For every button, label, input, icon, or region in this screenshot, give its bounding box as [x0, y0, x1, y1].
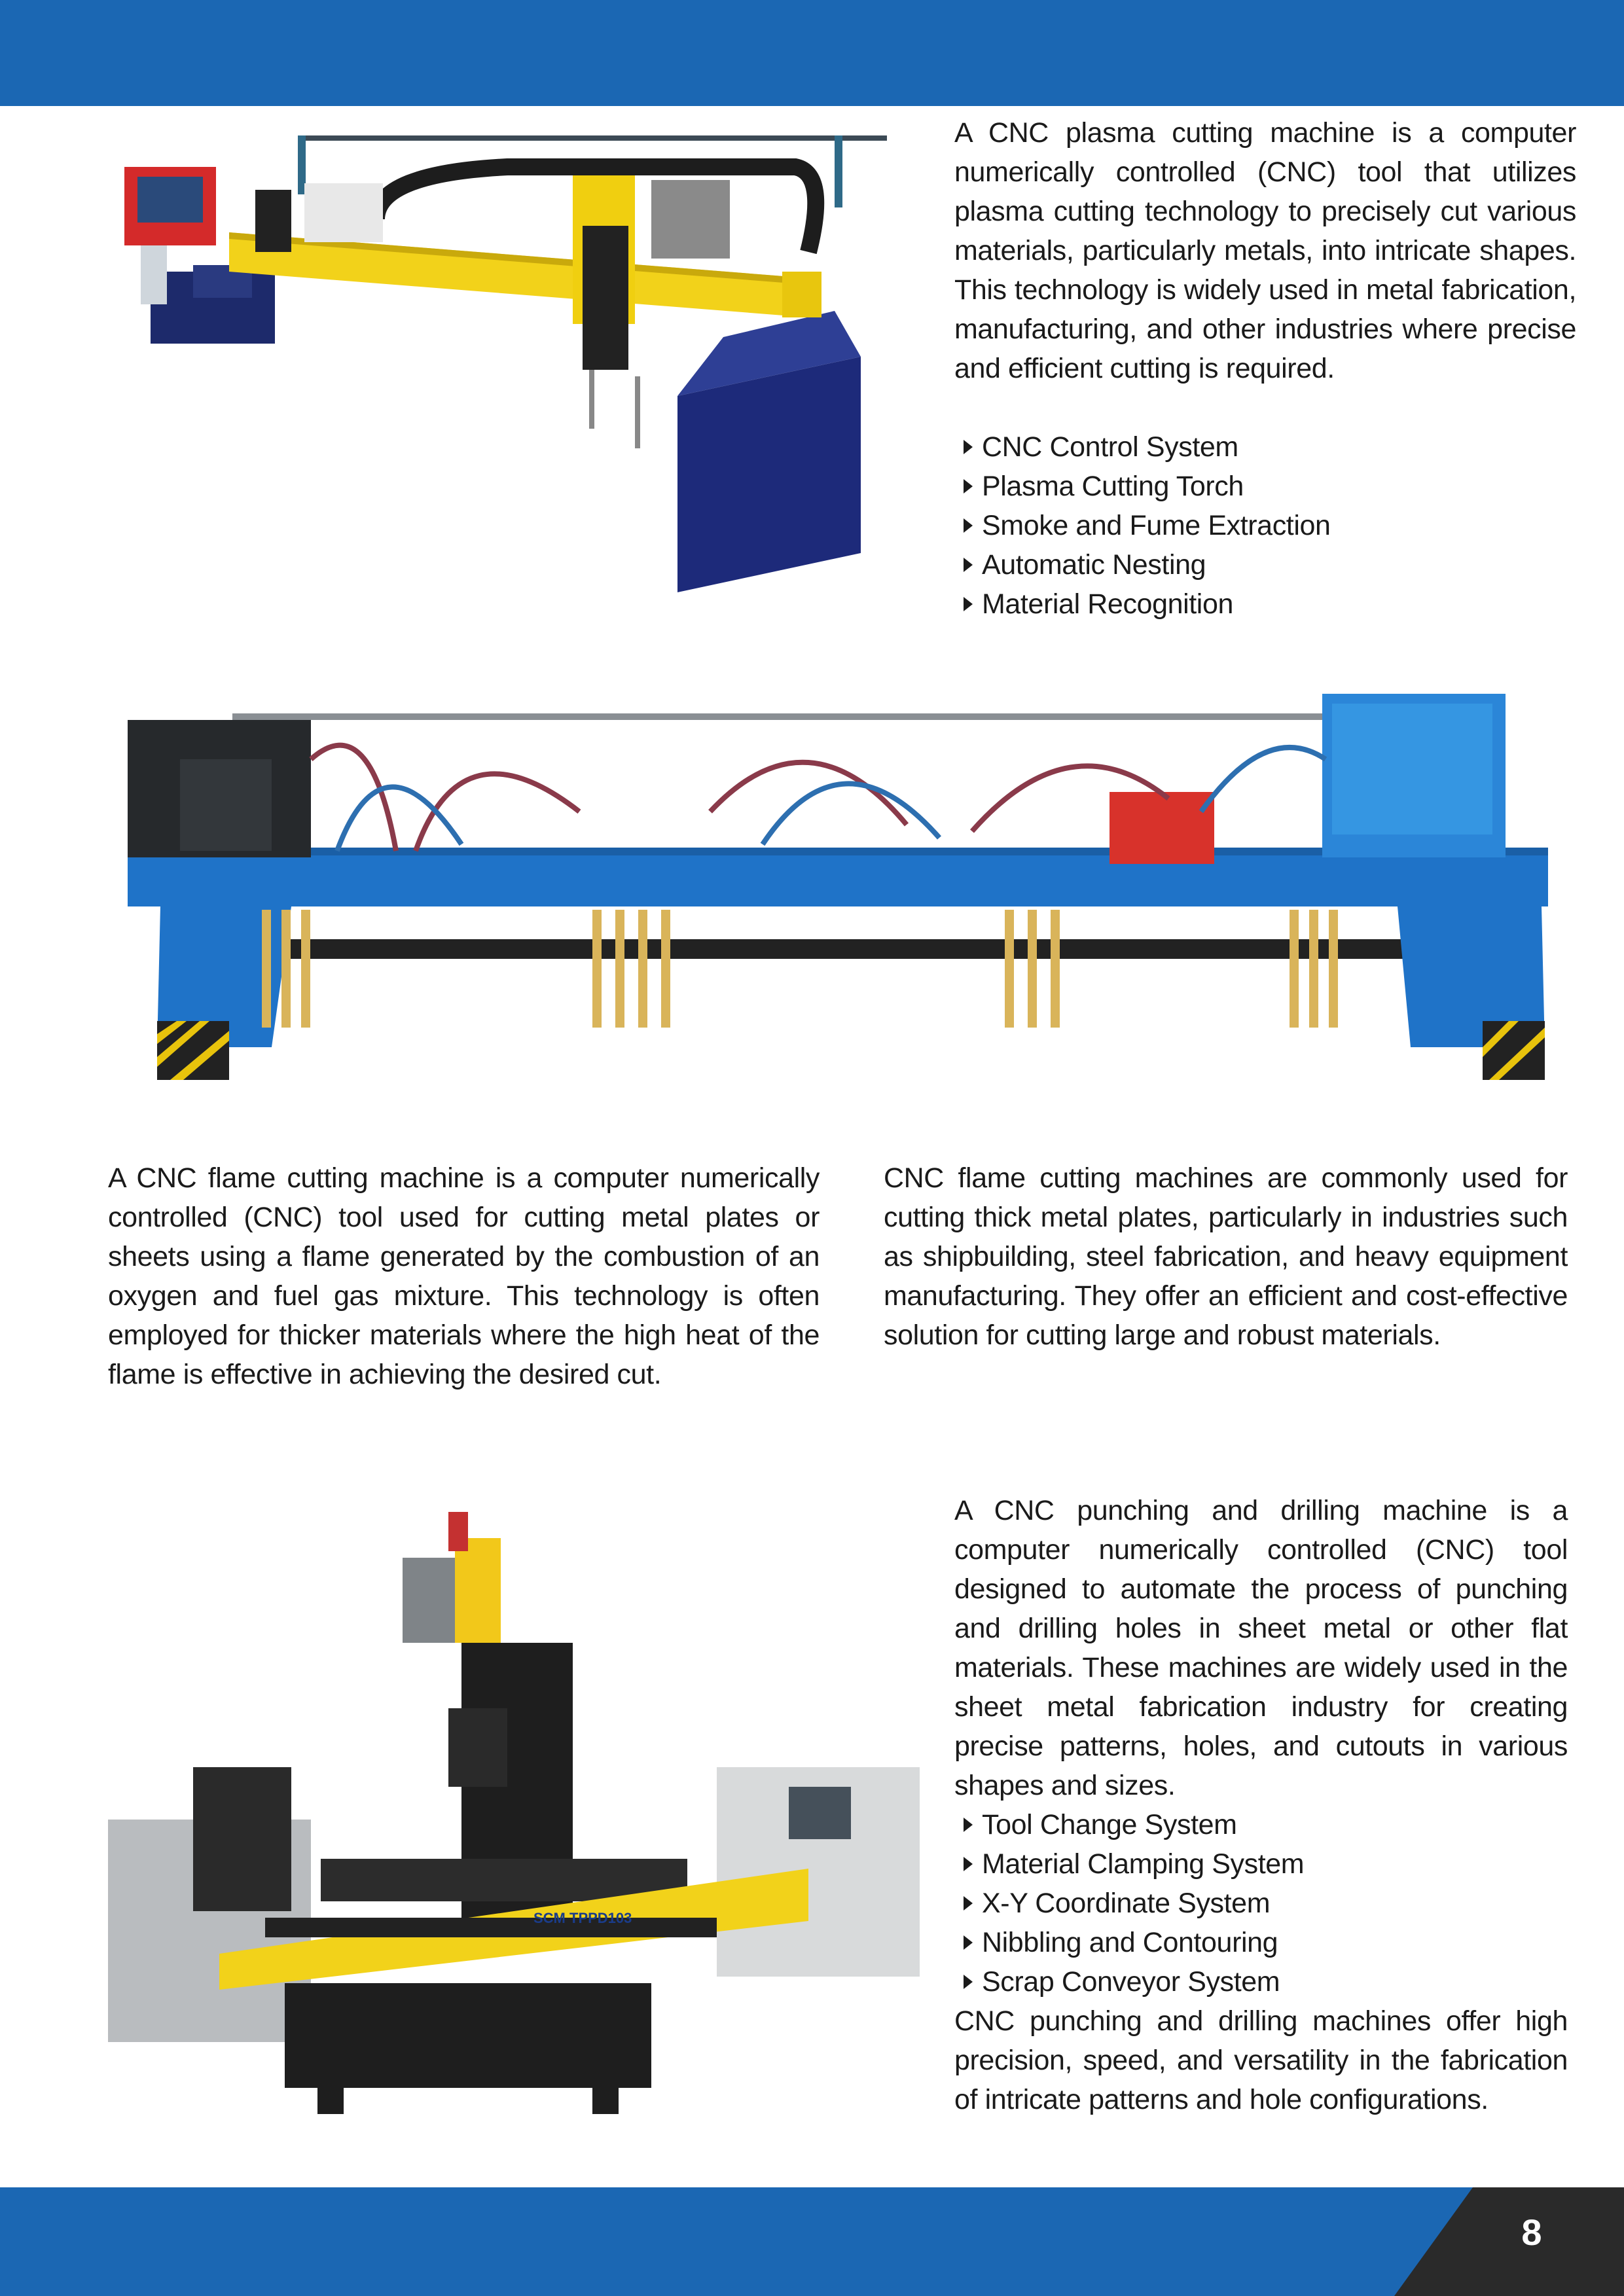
plasma-description: A CNC plasma cutting machine is a computer numerically controlled (CNC) tool that utilizes plasma cutting technology to precisely cut various materials, particularly metals, into intricate shapes. This technology is widely used in metal fabrication, manufacturing, and other industries where precise and efficient cutting is required. [954, 117, 1576, 384]
bullet-triangle-icon [964, 558, 973, 572]
list-item: Nibbling and Contouring [954, 1923, 1568, 1962]
footer-band [0, 2187, 1624, 2296]
list-item: Material Recognition [954, 584, 1576, 624]
punching-closing: CNC punching and drilling machines offer high precision, speed, and versatility in the fabrication of intricate patterns and hole configurations. [954, 2005, 1568, 2115]
list-item: X-Y Coordinate System [954, 1884, 1568, 1923]
bullet-triangle-icon [964, 1975, 973, 1989]
bullet-triangle-icon [964, 440, 973, 454]
bullet-triangle-icon [964, 518, 973, 533]
list-item: Material Clamping System [954, 1844, 1568, 1884]
bullet-triangle-icon [964, 1857, 973, 1871]
list-item: Tool Change System [954, 1805, 1568, 1844]
machine-label: SCM TPPD103 [533, 1910, 632, 1926]
list-item: Smoke and Fume Extraction [954, 506, 1576, 545]
flame-description-left: A CNC flame cutting machine is a computer numerically controlled (CNC) tool used for cutting metal plates or sheets using a flame generated by the combustion of an oxygen and fuel gas mixture. This technology is often employed for thicker materials where the high heat of the flame is effective in achieving the desired cut. [108, 1162, 820, 1390]
plasma-cutting-machine-image [115, 121, 916, 596]
bullet-triangle-icon [964, 1896, 973, 1910]
list-item: Automatic Nesting [954, 545, 1576, 584]
page-number: 8 [1521, 2212, 1542, 2253]
list-item: CNC Control System [954, 427, 1576, 467]
flame-cutting-machine-image [121, 681, 1561, 1100]
plasma-feature-list [954, 427, 1576, 624]
bullet-triangle-icon [964, 1818, 973, 1832]
bullet-triangle-icon [964, 1935, 973, 1950]
punching-drilling-machine-image [108, 1492, 920, 2124]
list-item: Scrap Conveyor System [954, 1962, 1568, 2001]
flame-description-right: CNC flame cutting machines are commonly used for cutting thick metal plates, particularly in industries such as shipbuilding, steel fabrication, and heavy equipment manufacturing. They offer an efficient and cost-effective solution for cutting large and robust materials. [884, 1162, 1568, 1351]
header-band [0, 0, 1624, 106]
bullet-triangle-icon [964, 597, 973, 611]
punching-feature-list [954, 1805, 1568, 2001]
list-item: Plasma Cutting Torch [954, 467, 1576, 506]
punching-description: A CNC punching and drilling machine is a computer numerically controlled (CNC) tool designed to automate the process of punching and drilling holes in sheet metal or other flat materials. These machines are widely used in the sheet metal fabrication industry for creating precise patterns, holes, and cutouts in various shapes and sizes. [954, 1495, 1568, 1801]
bullet-triangle-icon [964, 479, 973, 493]
